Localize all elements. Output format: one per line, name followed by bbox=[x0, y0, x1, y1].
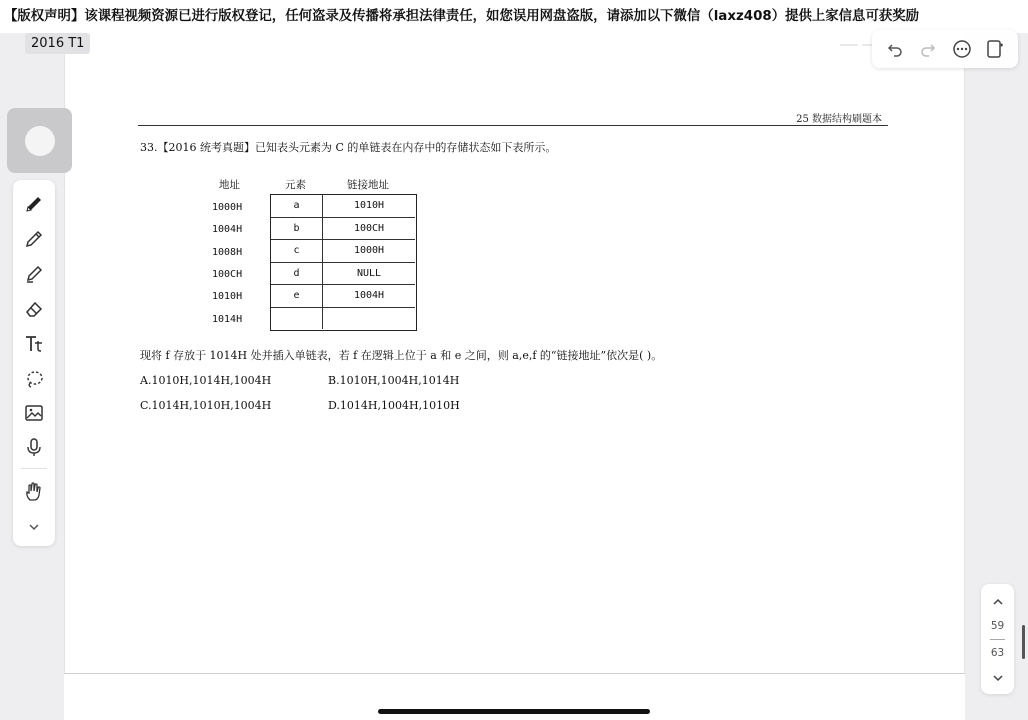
page-navigator bbox=[981, 584, 1014, 694]
floating-assist-button[interactable] bbox=[7, 108, 72, 173]
question-body: 现将 f 存放于 1014H 处并插入单链表，若 f 在逻辑上位于 a 和 e 之间，则 a,e,f 的“链接地址”依次是( )。 bbox=[140, 349, 663, 362]
chevron-down-icon[interactable] bbox=[22, 515, 46, 539]
table-cell-link: 1010H bbox=[353, 200, 385, 211]
table-header-element: 元素 bbox=[285, 179, 306, 191]
tool-sidebar bbox=[13, 180, 55, 546]
table-address: 1014H bbox=[212, 314, 243, 325]
undo-icon[interactable] bbox=[883, 37, 907, 61]
memory-table bbox=[270, 194, 417, 331]
eraser-icon[interactable] bbox=[22, 297, 46, 321]
page-down-icon[interactable] bbox=[989, 669, 1006, 686]
question-title: 33.【2016 统考真题】已知表头元素为 C 的单链表在内存中的存储状态如下表所示。 bbox=[140, 141, 557, 154]
option-a: A.1010H,1014H,1004H bbox=[140, 374, 272, 387]
page-up-icon[interactable] bbox=[989, 593, 1006, 610]
microphone-icon[interactable] bbox=[22, 435, 46, 459]
current-page: 59 bbox=[990, 620, 1005, 632]
table-cell-element: e bbox=[293, 290, 300, 301]
top-toolbar bbox=[872, 30, 1018, 68]
copyright-notice: 【版权声明】该课程视频资源已进行版权登记，任何盗录及传播将承担法律责任，如您误用网盘盗版，请添加以下微信（laxz408）提供上家信息可获奖励 bbox=[0, 0, 1028, 33]
option-d: D.1014H,1004H,1010H bbox=[328, 399, 460, 412]
table-address: 1000H bbox=[212, 202, 243, 213]
table-header-link: 链接地址 bbox=[347, 179, 389, 191]
table-cell-link: 1000H bbox=[353, 245, 385, 256]
table-address: 1004H bbox=[212, 224, 243, 235]
more-icon[interactable] bbox=[950, 37, 974, 61]
table-row bbox=[271, 240, 415, 263]
home-indicator[interactable] bbox=[378, 709, 650, 714]
pen-icon[interactable] bbox=[22, 192, 46, 216]
option-c: C.1014H,1010H,1004H bbox=[140, 399, 272, 412]
pager-separator bbox=[990, 639, 1005, 640]
table-address: 1008H bbox=[212, 247, 243, 258]
pencil-icon[interactable] bbox=[22, 227, 46, 251]
highlighter-icon[interactable] bbox=[22, 262, 46, 286]
table-cell-link: NULL bbox=[356, 267, 382, 279]
table-row bbox=[271, 195, 415, 218]
table-cell-element: d bbox=[293, 267, 300, 279]
table-cell-link: 100CH bbox=[353, 222, 385, 234]
document-page bbox=[64, 28, 965, 718]
table-row bbox=[271, 218, 415, 241]
hand-icon[interactable] bbox=[22, 480, 46, 504]
redo-icon[interactable] bbox=[916, 37, 940, 61]
table-cell-element: c bbox=[293, 245, 300, 256]
table-header-address: 地址 bbox=[219, 179, 240, 191]
page-add-icon[interactable] bbox=[983, 37, 1007, 61]
table-address: 1010H bbox=[212, 291, 243, 302]
page-header: 25 数据结构刷题本 bbox=[796, 114, 882, 125]
lasso-icon[interactable] bbox=[22, 367, 46, 391]
scrollbar[interactable] bbox=[1022, 625, 1025, 659]
text-icon[interactable] bbox=[22, 332, 46, 356]
header-rule bbox=[138, 125, 888, 126]
total-pages: 63 bbox=[990, 647, 1005, 659]
section-tag[interactable]: 2016 T1 bbox=[25, 33, 90, 54]
table-cell-element: b bbox=[293, 222, 300, 234]
table-cell-link: 1004H bbox=[353, 290, 385, 301]
table-row bbox=[271, 263, 415, 286]
table-row bbox=[271, 285, 415, 308]
option-b: B.1010H,1004H,1014H bbox=[328, 374, 460, 387]
table-row bbox=[271, 308, 415, 331]
table-cell-element: a bbox=[293, 200, 300, 211]
table-address: 100CH bbox=[212, 269, 243, 280]
image-icon[interactable] bbox=[22, 401, 46, 425]
